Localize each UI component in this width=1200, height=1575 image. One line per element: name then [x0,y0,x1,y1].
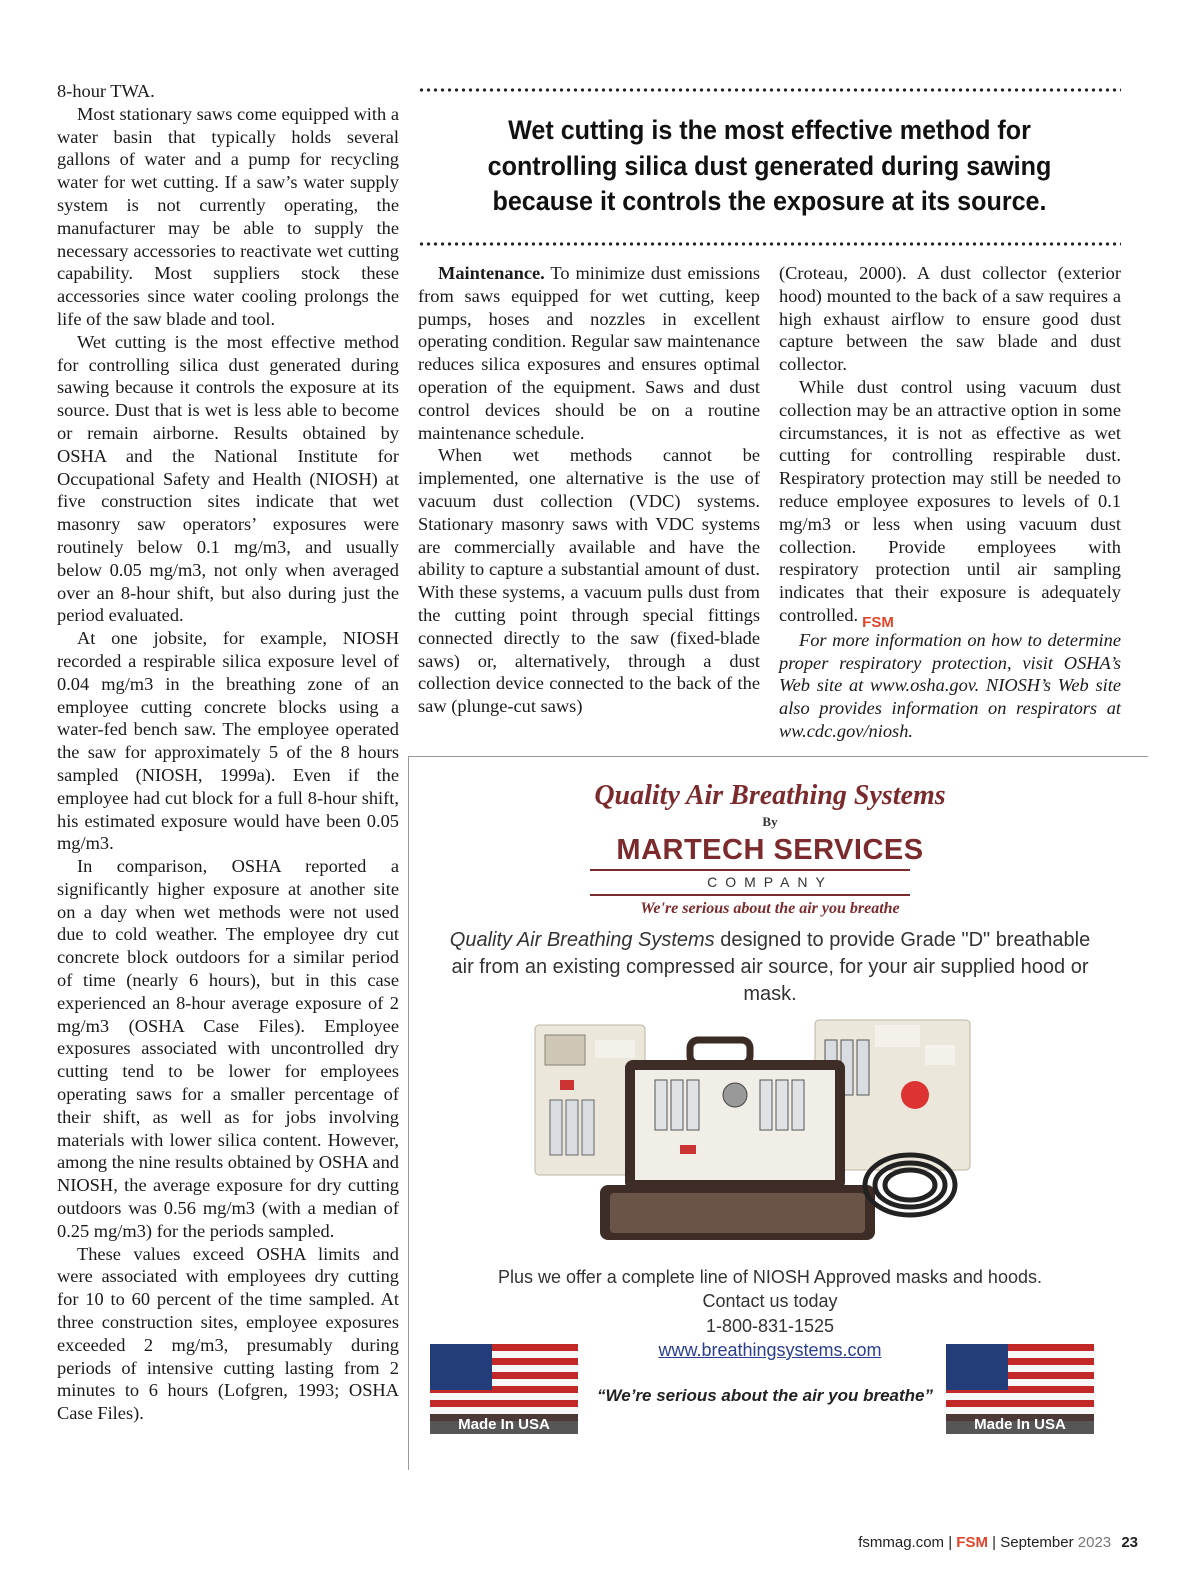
article-column-1 [57,80,399,1425]
ad-product-name: Quality Air Breathing Systems [449,929,715,951]
ad-tagline: We're serious about the air you breathe [640,900,900,917]
footer-site[interactable]: fsmmag.com [858,1534,945,1551]
page-footer [858,1534,1138,1551]
article-column-2 [418,262,760,718]
usa-flag-icon [430,1344,578,1434]
paragraph-text: To minimize dust emissions from saws equipped for wet cutting, keep pumps, hoses and nozzles in excellent operating condition. Regular saw maintenance reduces silica exposures and ensures optimal operation of the equipment. Saws and dust control devices should be on a routine maintenance schedule. [418,263,760,443]
paragraph [779,376,1121,629]
paragraph: Most stationary saws come equipped with a water basin that typically holds several gallons of water and a pump for recycling water for wet cutting. If a saw’s water supply system is not currently operating, the manufacturer may be able to supply the necessary accessories to reactivate wet cutting capability. Most suppliers stock these accessories since water cooling prolongs the life of the saw blade and tool. [57,103,399,329]
ad-frame-left [408,757,409,1470]
paragraph: Wet cutting is the most effective method for controlling silica dust generated during sawing because it controls the exposure at its source. Dust that is wet is less able to become or remain airborne. Results obtained by OSHA and the National Institute for Occupational Safety and Health (NIOSH) at five construction sites indicate that wet masonry saw operators’ exposures were routinely below 0.1 mg/m3, and usually below 0.05 mg/m3, not only when averaged over an 8-hour shift, but also during just the period evaluated. [57,331,399,626]
paragraph: In comparison, OSHA reported a significantly higher exposure at another site on a day when wet methods were not used due to cold weather. The employee dry cut concrete block outdoors for a similar period of time (nearly 6 hours), but in this case experienced an 8-hour average exposure of 2 mg/m3 (OSHA Case Files). Employee exposures associated with uncontrolled dry cutting tend to be lower for employees operating saws for a smaller percentage of their shift, as well as for jobs involving materials with lower silica content. However, among the nine results obtained by OSHA and NIOSH, the average exposure for dry cutting outdoors was 0.56 mg/m3 (with a median of 0.25 mg/m3) for the periods sampled. [57,856,399,1241]
ad-company-sub: COMPANY [707,874,833,890]
ad-description-text: designed to provide Grade "D" breathable air from an existing compressed air source, for your air supplied hood or mask. [451,929,1091,1005]
flag-label: Made In USA [458,1416,550,1433]
footer-year: 2023 [1077,1534,1112,1551]
footer-separator: | [992,1534,997,1551]
ad-by: By [762,814,778,829]
article-column-3 [779,262,1121,743]
info-note: For more information on how to determine proper respiratory protection, visit OSHA’s Web site at www.osha.gov. NIOSH’s Web site also provides information on respirators at ww.cdc.gov/niosh. [779,629,1121,741]
paragraph: These values exceed OSHA limits and were associated with employees dry cutting for 10 to 60 percent of the time sampled. At three construction sites, employee exposures exceeded 2 mg/m3, presumably during periods of intensive cutting lasting from 2 minutes to 6 hours (Lofgren, 1993; OSHA Case Files). [57,1243,399,1424]
ad-offer: Plus we offer a complete line of NIOSH Approved masks and hoods. [498,1267,1042,1287]
ad-company-name: MARTECH SERVICES [616,834,924,866]
end-mark: FSM [862,613,894,631]
usa-flag-icon [946,1344,1094,1434]
ad-quote: “We’re serious about the air you breathe” [597,1386,933,1405]
footer-separator: | [948,1534,953,1551]
ad-contact: Contact us today [702,1291,838,1311]
paragraph: 8-hour TWA. [57,81,155,101]
paragraph: (Croteau, 2000). A dust collector (exterior hood) mounted to the back of a saw requires a high exhaust airflow to ensure good dust capture between the saw blade and dust collector. [779,263,1121,375]
ad-title: Quality Air Breathing Systems [594,780,946,811]
ad-rule [590,894,910,896]
ad-website-link[interactable]: www.breathingsystems.com [658,1340,882,1360]
ad-description [440,927,1100,1008]
ad-rule [590,869,910,871]
paragraph: When wet methods cannot be implemented, one alternative is the use of vacuum dust collection (VDC) systems. Stationary masonry saws with VDC systems are commercially available and have the ability to capture a substantial amount of dust. With these systems, a vacuum pulls dust from the cutting point through special fittings connected directly to the saw (fixed-blade saws) or, alternatively, through a dust collection device connected to the back of the saw (plunge-cut saws) [418,445,760,717]
paragraph-text: While dust control using vacuum dust collection may be an attractive option in some circumstances, it is not as effective as wet cutting for controlling respirable dust. Respiratory protection may still be needed to reduce employee exposures to levels of 0.1 mg/m3 or less when using vacuum dust collection. Provide employees with respiratory protection until air sampling indicates that their exposure is adequately controlled. [779,376,1121,625]
ad-phone[interactable]: 1-800-831-1525 [705,1316,835,1336]
dotted-divider [418,241,1121,247]
footer-brand: FSM [956,1534,988,1551]
advertisement[interactable] [420,770,1140,1460]
breathing-system-product-image [530,1015,980,1255]
dotted-divider [418,87,1121,93]
paragraph: At one jobsite, for example, NIOSH recorded a respirable silica exposure level of 0.04 mg/m3 in the breathing zone of an employee cutting concrete blocks using a water-fed bench saw. The employee operated the saw for approximately 5 of the 8 hours sampled (NIOSH, 1999a). Even if the employee had cut block for a full 8-hour shift, his estimated exposure would have been 0.05 mg/m3. [57,628,399,854]
flag-label: Made In USA [974,1416,1066,1433]
section-heading: Maintenance. [438,263,545,283]
page-number: 23 [1121,1534,1138,1551]
paragraph [418,262,760,444]
pull-quote: Wet cutting is the most effective method for controlling silica dust generated during sawing because it controls the exposure at its source. [487,115,1052,216]
ad-frame-top [408,756,1148,757]
footer-month: September [1000,1534,1074,1551]
